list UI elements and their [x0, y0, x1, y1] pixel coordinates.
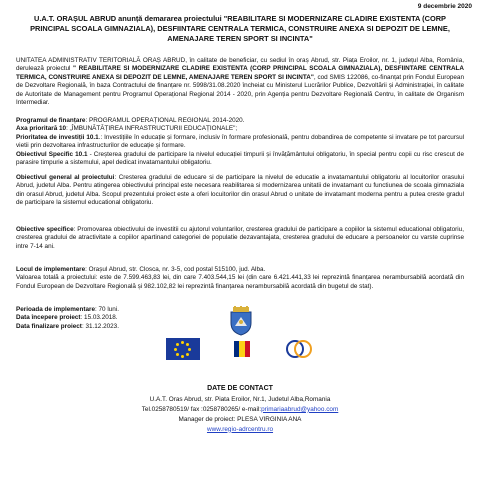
general-objective-paragraph	[16, 174, 464, 208]
general-objective-text: : Cresterea gradului de educare si de participare la nivelul de educatie a invatamantului obligatoriu al locuitorilor orasului Abrud, judetul Alba. Pentru atingerea obiectivului principal este necesara reabilitarea si modernizarea unitatii de invatamant cu functiunea de scoala gimnaziala din orasul Abrud, judetul Alba. Scopul prezentului proiect este a oferi locuitorilor din orasul Abrud o unitate de invatamant moderna pentru a putea creste gradul de participare la sistemul educational obligatoriu.	[16, 174, 464, 207]
axis-label: Axa prioritară 10	[16, 125, 67, 133]
axis-value: : „ÎMBUNĂTĂȚIREA INFRASTRUCTURII EDUCAȚIONALE";	[66, 125, 238, 133]
specific-objective-10-1-value: - Creșterea gradului de participare la nivelul educației timpurii și învățământului obligatoriu, în special pentru copii cu risc crescut de parasire timpurie a sistemului, apel dedicat invatamantului obligatoriu.	[16, 150, 464, 167]
location-text: : Orașul Abrud, str. Closca, nr. 3-5, cod postal 515100, jud. Alba.	[85, 266, 266, 273]
contact-phone-line	[60, 405, 420, 415]
intro-paragraph	[16, 57, 464, 108]
project-manager: Manager de proiect: PLESA VIRGINIA ANA	[178, 415, 302, 423]
end-date-label: Data finalizare proiect	[16, 322, 82, 330]
implementation-period-value: : 70 luni.	[94, 306, 119, 313]
regio-logo-icon	[284, 338, 314, 360]
project-value-text: Valoarea totală a proiectului: este de 7.599.463,83 lei, din care 7.403.544,15 lei (din care 6.421.441,33 lei reprezintă finanțarea nerambursabilă acordată din Fondul European de Dezvoltare Regională și 982.102,82 lei reprezintă finanțarea nerambursabilă acordată din bugetul de stat).	[16, 274, 464, 290]
contact-address: U.A.T. Oras Abrud, str. Piata Eroilor, Nr.1, Judetul Alba,Romania	[149, 395, 331, 403]
intro-project-title: " REABILITARE SI MODERNIZARE CLADIRE EXISTENTA (CORP PRINCIPAL SCOALA GIMNAZIALA), DESFIINTARE CENTRALA TERMICA, CONSTRUIRE ANEXA SI DEPOZIT DE LEMNE, AMENAJARE TEREN SPORT SI INCINTA"	[16, 65, 464, 81]
general-objective-label: Obiectivul general al proiectului	[16, 174, 115, 181]
specific-objectives-paragraph	[16, 226, 464, 251]
program-label: Programul de finanțare	[16, 117, 86, 124]
contact-phone-fax: Tel.0258780519/ fax :0258780265/ e-mail:	[141, 405, 262, 413]
eu-flag-icon	[166, 338, 200, 360]
headline-project-title: "REABILITARE SI MODERNIZARE CLADIRE EXISTENTA (CORP PRINCIPAL SCOALA GIMNAZIALA), DESFIINTARE CENTRALA TERMICA, CONSTRUIRE ANEXA SI DEPOZIT DE LEMNE, AMENAJARE TEREN SPORT SI INCINTA"	[30, 14, 450, 43]
priority-value: .: Investițiile în educație și formare, inclusiv în formare profesională, pentru dobandirea de competente si invatare pe tot parcursul vietii prin dezvoltarea infrastructurilor de educație și formare.	[16, 133, 465, 150]
funding-logos	[166, 338, 314, 360]
contact-email-link[interactable]: primariaabrud@yahoo.com	[261, 405, 339, 413]
contact-block	[60, 384, 420, 435]
specific-objectives-text: : Promovarea obiectivului de investitii cu ajutorul voluntarilor, cresterea gradului de participare a copiilor la sistemul educational obligatoriu, cresterea gradului de atractivitate a copiilor apartinand categoriei de populatie dezavantajata, cresterea gradului de educare a persoanelor cu varste cuprinse intre 7-14 ani.	[16, 226, 464, 250]
period-paragraph	[16, 306, 216, 331]
headline-prefix: U.A.T. ORAȘUL ABRUD anunță demararea proiectului	[34, 14, 224, 23]
specific-objective-10-1-label: Obiectivul Specific 10.1	[16, 150, 88, 158]
intro-text-1: UNITATEA ADMINISTRATIV TERITORIALĂ ORAȘ ABRUD, în calitate de beneficiar, cu sediul în oraș Abrud, str. Piața Eroilor, nr. 1, județul Alba, România, derulează proiectul	[16, 57, 464, 73]
intro-text-2: , cod SMIS 122086, co-finanțat prin Fondul European de Dezvoltare Regională, în baza Contractului de finanțare nr. 5998/31.08.2020 încheiat cu Ministerul Lucrărilor Publice, Dezvoltării și Administrației, în calitate de Autoritate de Management pentru Programul Operațional Regional 2014 - 2020, prin Agenția pentru Dezvoltare Regională Centru, în calitate de Organism Intermediar.	[16, 73, 464, 107]
location-paragraph	[16, 266, 464, 291]
start-date-value: : 15.03.2018.	[80, 314, 118, 322]
end-date-value: : 31.12.2023.	[81, 322, 119, 330]
abrud-coat-of-arms-icon	[228, 306, 254, 336]
contact-title: DATE DE CONTACT	[207, 385, 273, 392]
specific-objectives-label: Obiective specifice	[16, 226, 74, 233]
program-paragraph	[16, 117, 464, 168]
website-link[interactable]: www.regio-adrcentru.ro	[206, 425, 274, 433]
headline	[30, 14, 450, 43]
start-date-label: Data începere proiect	[16, 314, 81, 322]
romania-government-icon	[231, 338, 253, 360]
priority-label: Prioritatea de investiții 10.1	[16, 133, 99, 141]
implementation-period-label: Perioada de implementare	[16, 306, 95, 313]
release-date: 9 decembrie 2020	[417, 3, 472, 10]
program-value: : PROGRAMUL OPERAȚIONAL REGIONAL 2014-2020.	[85, 117, 245, 124]
location-label: Locul de implementare	[16, 266, 86, 273]
